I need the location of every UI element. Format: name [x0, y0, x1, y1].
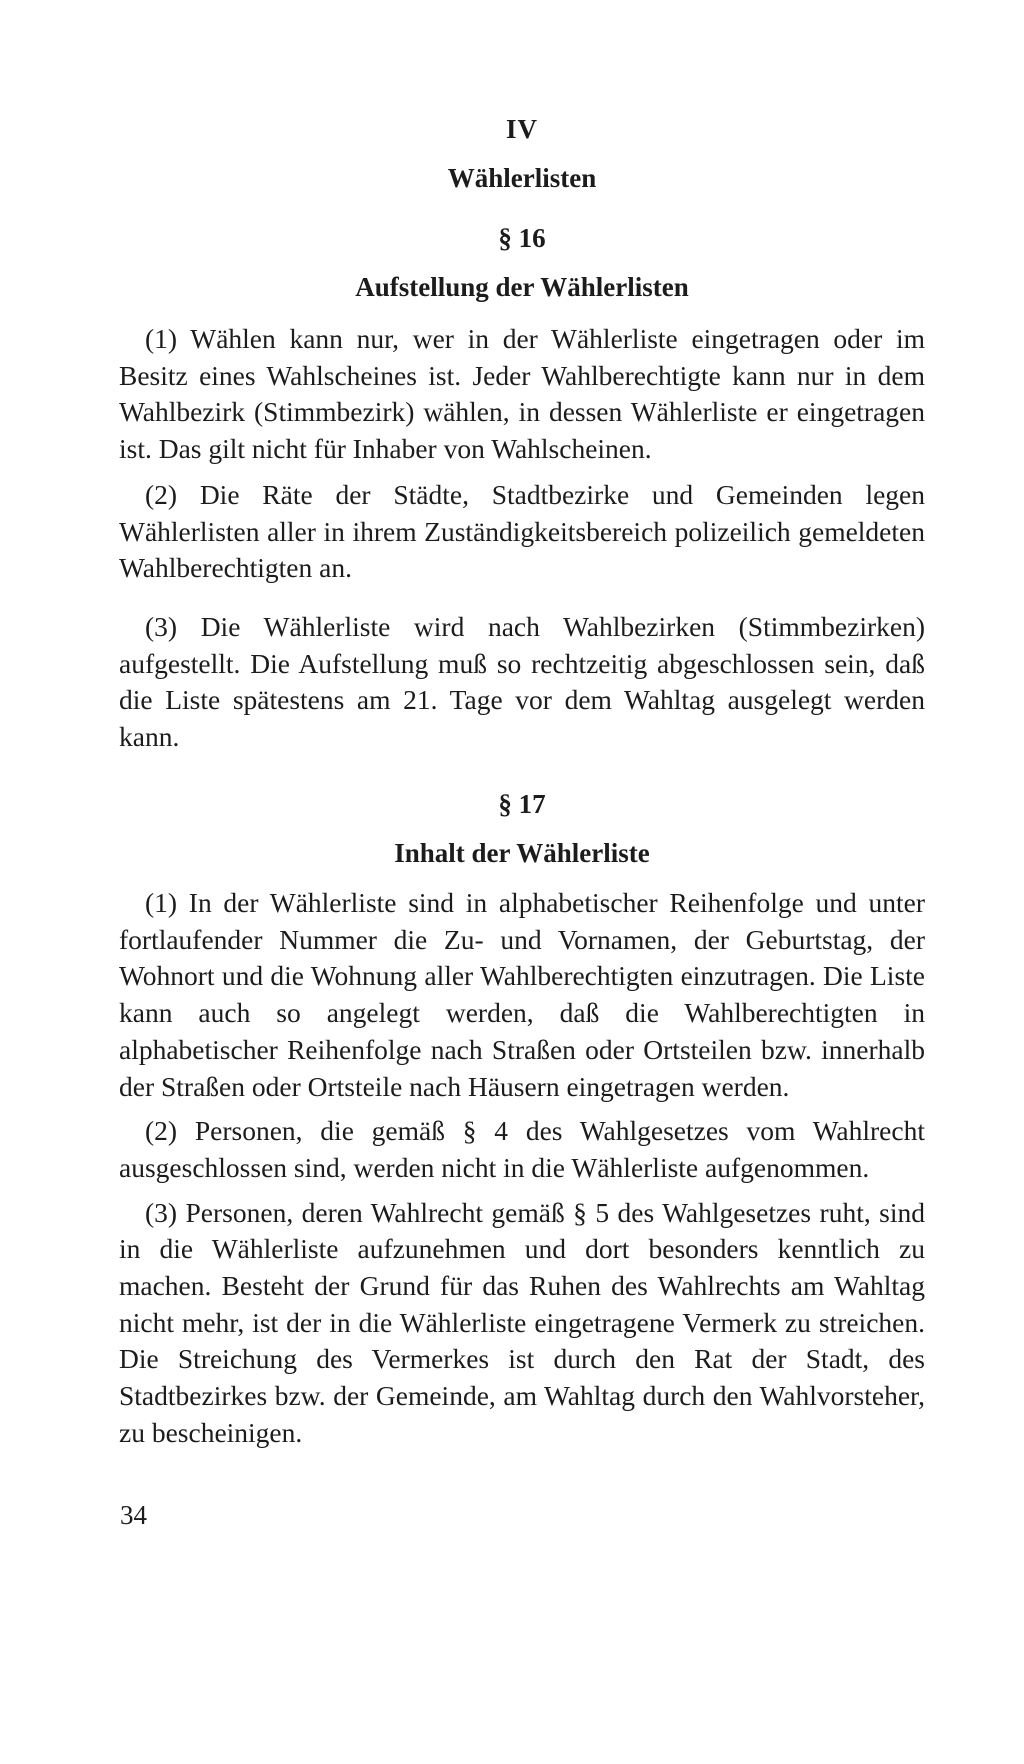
section-16-number: § 16	[498, 223, 546, 253]
section-17-paragraph-3: (3) Personen, deren Wahlrecht gemäß § 5 des Wahlgesetzes ruht, sind in die Wählerliste aufzunehmen und dort besonders kenntlich zu machen. Besteht der Grund für das Ruhen des Wahlrechts am Wahltag nicht mehr, ist der in die Wählerliste eingetragene Vermerk zu streichen. Die Streichung des Vermerkes ist durch den Rat der Stadt, des Stadtbezirkes bzw. der Gemeinde, am Wahltag durch den Wahlvorsteher, zu bescheinigen.	[119, 1196, 925, 1448]
section-17-number: § 17	[498, 789, 546, 819]
page-number: 34	[120, 1500, 147, 1530]
section-17-paragraph-1: (1) In der Wählerliste sind in alphabetischer Reihenfolge und unter fortlaufender Nummer die Zu- und Vornamen, der Geburtstag, der Wohnort und die Wohnung aller Wahlberechtigten einzutragen. Die Liste kann auch so angelegt werden, daß die Wahlberechtigten in alphabetischer Reihenfolge nach Straßen oder Ortsteilen bzw. innerhalb der Straßen oder Ortsteile nach Häusern eingetragen werden.	[119, 887, 925, 1102]
part-title: Wählerlisten	[447, 163, 597, 193]
section-16-body	[119, 321, 925, 756]
section-16-paragraph-3: (3) Die Wählerliste wird nach Wahlbezirken (Stimmbezirken) aufgestellt. Die Aufstellung muß so rechtzeitig abgeschlossen sein, daß die Liste spätestens am 21. Tage vor dem Wahltag ausgelegt werden kann.	[119, 610, 925, 753]
section-17-paragraph-2: (2) Personen, die gemäß § 4 des Wahlgesetzes vom Wahlrecht ausgeschlossen sind, werden nicht in die Wählerliste aufgenommen.	[119, 1115, 925, 1183]
section-16-paragraph-2: (2) Die Räte der Städte, Stadtbezirke und Gemeinden legen Wählerlisten aller in ihrem Zuständigkeitsbereich polizeilich gemeldeten Wahlberechtigten an.	[119, 478, 925, 584]
section-17-title: Inhalt der Wählerliste	[394, 838, 650, 868]
section-17-body	[119, 885, 925, 1452]
part-number: IV	[505, 114, 538, 144]
section-16-paragraph-1: (1) Wählen kann nur, wer in der Wählerliste eingetragen oder im Besitz eines Wahlscheines ist. Jeder Wahlberechtigte kann nur in dem Wahlbezirk (Stimmbezirk) wählen, in dessen Wählerliste er eingetragen ist. Das gilt nicht für Inhaber von Wahlscheinen.	[119, 323, 925, 465]
section-16-title: Aufstellung der Wählerlisten	[355, 272, 689, 302]
